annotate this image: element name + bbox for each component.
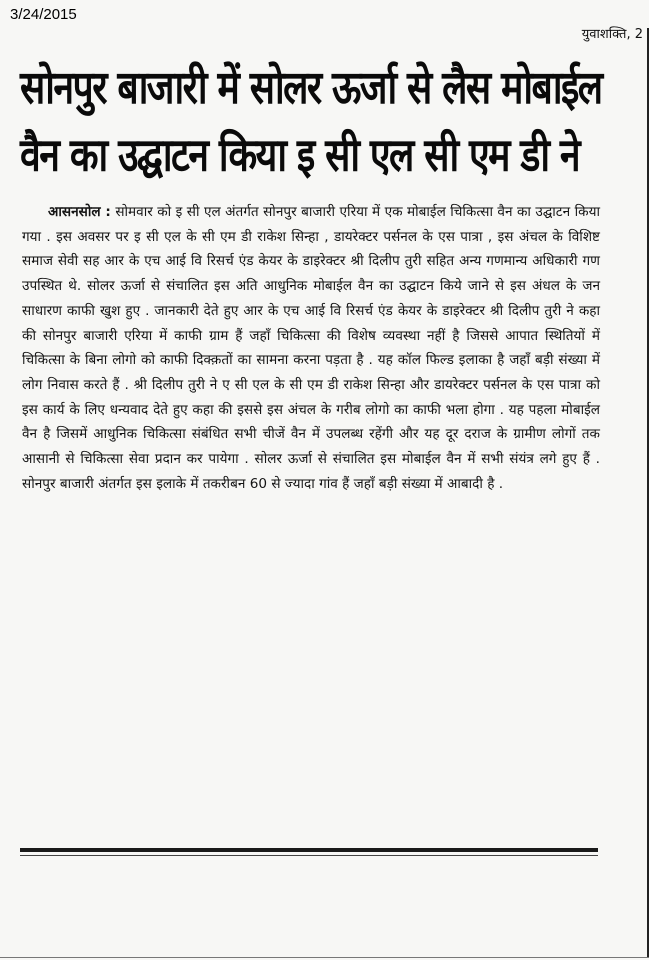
clipping-edge-bottom xyxy=(0,957,649,958)
article-dateline: आसनसोल : xyxy=(48,204,111,220)
article-text: सोमवार को इ सी एल अंतर्गत सोनपुर बाजारी एरिया में एक मोबाईल चिकित्सा वैन का उद्घाटन किया गया . इस अवसर पर इ सी एल के सी एम डी राकेश सिन्हा , डायरेक्टर पर्सनल के एस पात्रा , इस अंचल के विशिष्ट समाज सेवी सह आर के एच आई वि रिसर्च एंड केयर के डाइरेक्टर श्री दिलीप तुरी सहित अन्य गणमान्य अधिकारी गण उपस्थित थे. सोलर ऊर्जा से संचालित इस अति आधुनिक मोबाईल वैन का उद्घाटन किये जाने से इस अंधल के जन साधारण काफी खुश हुए . जानकारी देते हुए आर के एच आई वि रिसर्च एंड केयर के डाइरेक्टर श्री दिलीप तुरी ने कहा की सोनपुर बाजारी एरिया में काफी ग्राम हैं जहाँ चिकित्सा की विशेष व्यवस्था नहीं है जिससे आपात स्थितियों में चिकित्सा के बिना लोगो को काफी दिक्क़तों का सामना करना पड़ता है . यह कॉल फिल्ड इलाका है जहाँ बड़ी संख्या में लोग निवास करते हैं . श्री दिलीप तुरी ने ए सी एल के सी एम डी राकेश सिन्हा और डायरेक्टर पर्सनल के एस पात्रा को इस कार्य के लिए धन्यवाद देते हुए कहा की इससे इस अंचल के गरीब लोगो का काफी भला होगा . यह पहला मोबाईल वैन है जिसमें आधुनिक चिकित्सा संबंधित सभी चीजें वैन में उपलब्ध रहेंगी और यह दूर दराज के ग्रामीण लोगों तक आसानी से चिकित्सा सेवा प्रदान कर पायेगा . सोलर ऊर्जा से संचालित इस मोबाईल वैन में सभी संयंत्र लगे हुए हैं . सोनपुर बाजारी अंतर्गत इस इलाके में तकरीबन 60 से ज्यादा गांव हैं जहाँ बड़ी संख्या में आबादी है . xyxy=(22,204,600,492)
bottom-rule-thin xyxy=(20,855,598,856)
headline xyxy=(20,54,630,188)
article-body xyxy=(22,200,600,496)
clipping-date: 3/24/2015 xyxy=(10,6,77,23)
headline-line-1: सोनपुर बाजारी में सोलर ऊर्जा से लैस मोबाईल xyxy=(20,61,602,114)
bottom-rule-thick xyxy=(20,848,598,852)
newspaper-source: युवाशक्ति, 2 xyxy=(581,27,643,42)
headline-line-2: वैन का उद्घाटन किया इ सी एल सी एम डी ने xyxy=(20,128,580,182)
